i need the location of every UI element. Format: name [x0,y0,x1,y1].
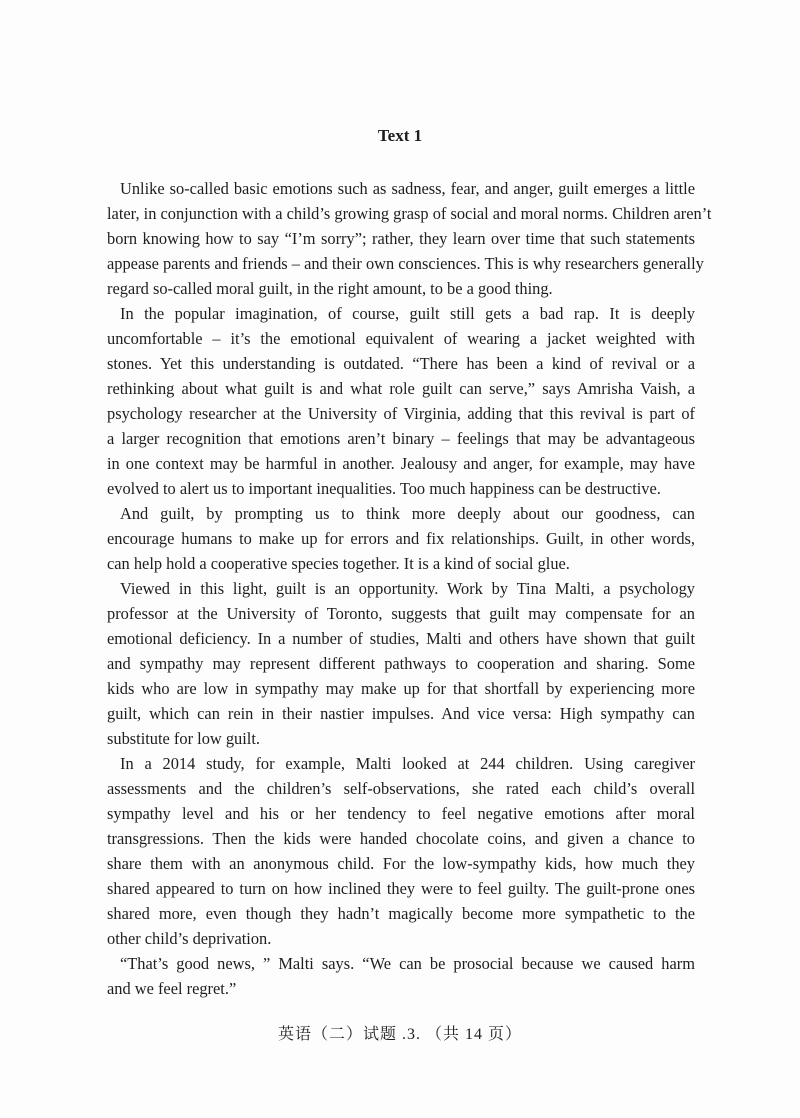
text-line: And guilt, by prompting us to think more deeply about our goodness, can [120,504,695,523]
text-line: In the popular imagination, of course, guilt still gets a bad rap. It is deeply [120,304,695,323]
text-line: evolved to alert us to important inequalities. Too much happiness can be destructive. [107,479,661,498]
text-line: assessments and the children’s self-observations, she rated each child’s overall [107,779,695,798]
paragraph [107,576,695,751]
text-line: sympathy level and his or her tendency to feel negative emotions after moral [107,804,695,823]
text-line: transgressions. Then the kids were handed chocolate coins, and given a chance to [107,829,695,848]
text-line: in one context may be harmful in another. Jealousy and anger, for example, may have [107,454,695,473]
page-footer: 英语（二）试题 .3. （共 14 页） [277,1026,522,1043]
text-line: “That’s good news, ” Malti says. “We can be prosocial because we caused harm [120,954,695,973]
text-line: guilt, which can rein in their nastier impulses. And vice versa: High sympathy can [107,704,695,723]
text-line: professor at the University of Toronto, suggests that guilt may compensate for an [107,604,695,623]
text-line: appease parents and friends – and their own consciences. This is why researchers generally [107,254,704,273]
text-line: a larger recognition that emotions aren’t binary – feelings that may be advantageous [107,429,695,448]
text-line: and sympathy may represent different pathways to cooperation and sharing. Some [107,654,695,673]
text-line: born knowing how to say “I’m sorry”; rather, they learn over time that such statements [107,229,695,248]
text-line: later, in conjunction with a child’s growing grasp of social and moral norms. Children aren’t [107,204,712,223]
text-line: In a 2014 study, for example, Malti looked at 244 children. Using caregiver [120,754,695,773]
text-line: Viewed in this light, guilt is an opportunity. Work by Tina Malti, a psychology [120,579,695,598]
text-line: shared more, even though they hadn’t magically become more sympathetic to the [107,904,695,923]
text-line: can help hold a cooperative species together. It is a kind of social glue. [107,554,570,573]
text-line: share them with an anonymous child. For the low-sympathy kids, how much they [107,854,695,873]
text-line: stones. Yet this understanding is outdated. “There has been a kind of revival or a [107,354,695,373]
document-title: Text 1 [377,126,423,145]
paragraph [107,751,695,951]
text-line: Unlike so-called basic emotions such as sadness, fear, and anger, guilt emerges a little [120,179,695,198]
text-line: and we feel regret.” [107,979,237,998]
text-line: uncomfortable – it’s the emotional equivalent of wearing a jacket weighted with [107,329,695,348]
text-line: rethinking about what guilt is and what role guilt can serve,” says Amrisha Vaish, a [107,379,695,398]
text-line: shared appeared to turn on how inclined they were to feel guilty. The guilt-prone ones [107,879,695,898]
paragraph [107,301,695,501]
paragraph [107,176,712,301]
paragraph [107,951,695,1001]
text-line: substitute for low guilt. [107,729,260,748]
text-line: emotional deficiency. In a number of studies, Malti and others have shown that guilt [107,629,695,648]
text-line: kids who are low in sympathy may make up for that shortfall by experiencing more [107,679,695,698]
document-body [107,176,712,1001]
paragraph [107,501,695,576]
text-line: psychology researcher at the University of Virginia, adding that this revival is part of [107,404,695,423]
text-line: regard so-called moral guilt, in the right amount, to be a good thing. [107,279,553,298]
text-line: encourage humans to make up for errors and fix relationships. Guilt, in other words, [107,529,695,548]
text-line: other child’s deprivation. [107,929,272,948]
